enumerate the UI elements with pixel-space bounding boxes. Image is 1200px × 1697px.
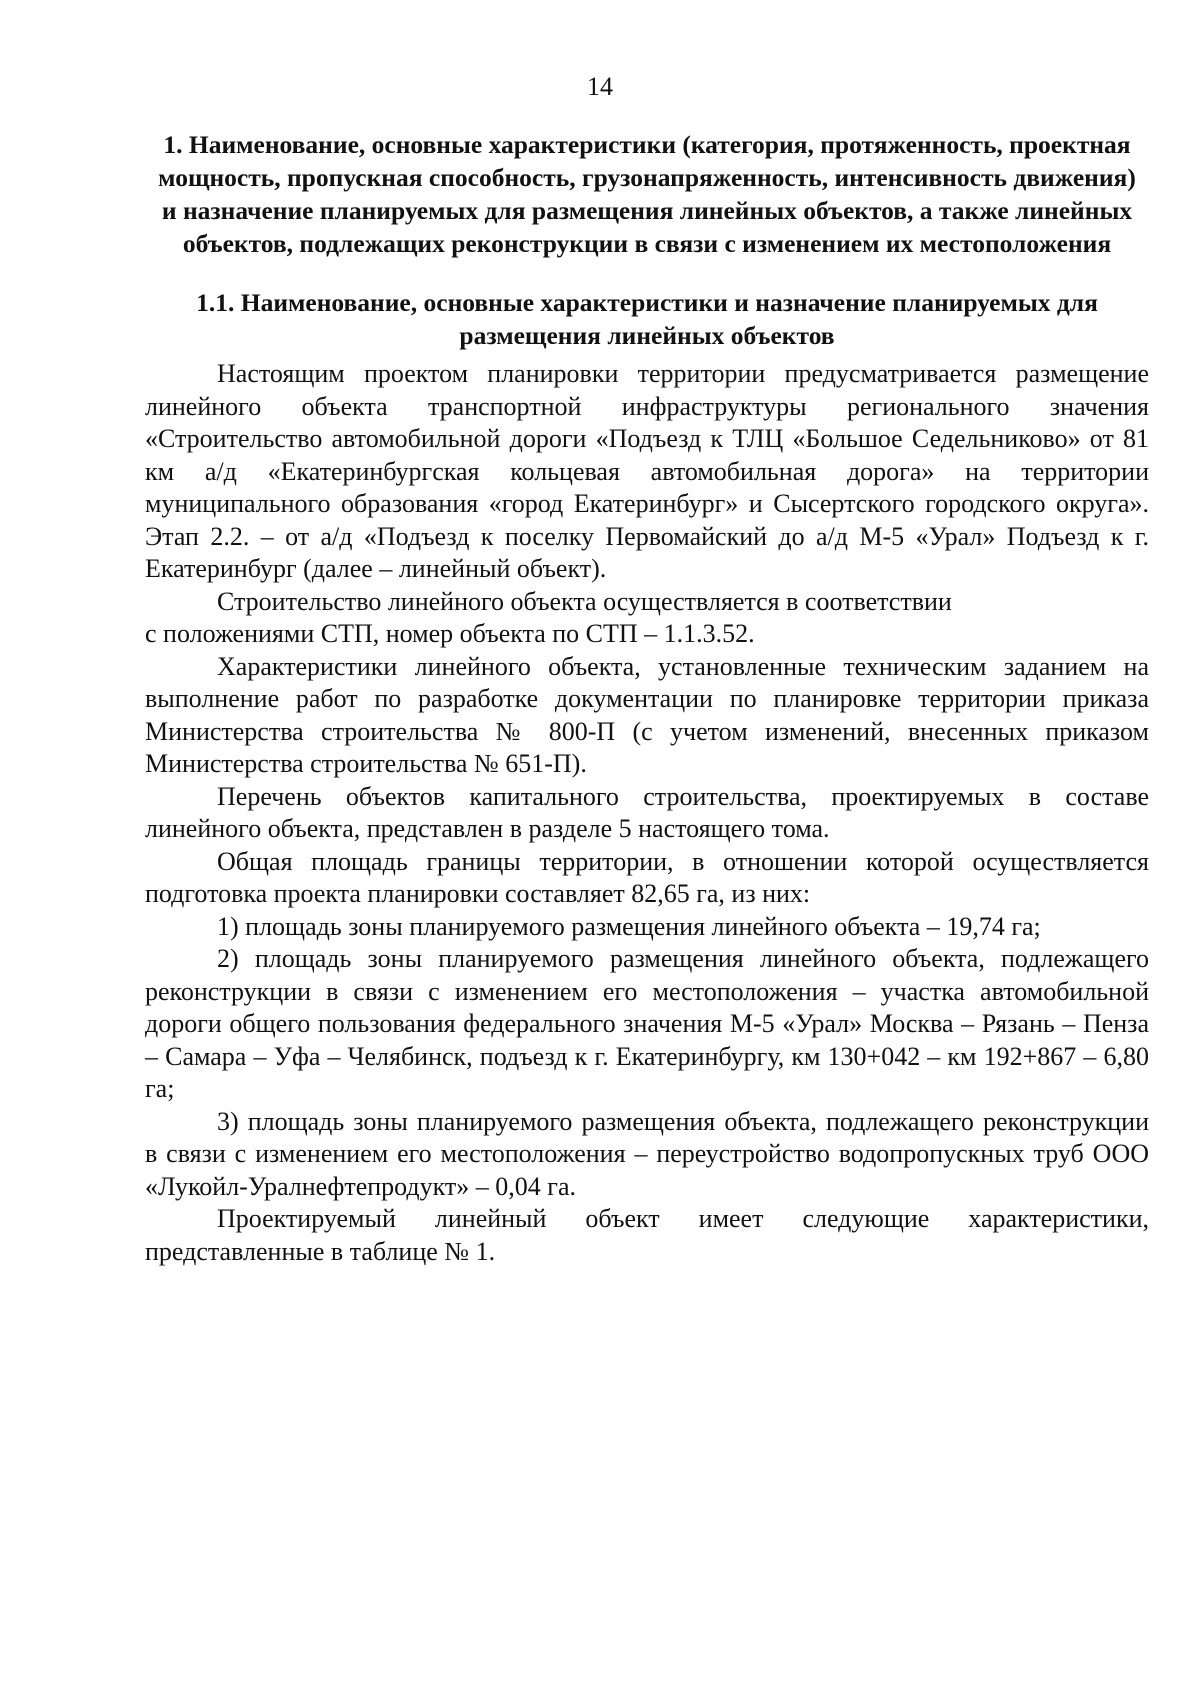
paragraph-total-area: Общая площадь границы территории, в отношении которой осуществляется подготовка проекта планировки составляет 82,65 га, из них:	[145, 846, 1149, 908]
list-item-1: 1) площадь зоны планируемого размещения линейного объекта – 19,74 га;	[217, 911, 1041, 941]
list-item-3: 3) площадь зоны планируемого размещения объекта, подлежащего реконструкции в связи с изменением его местоположения – переустройство водопропускных труб ООО «Лукойл-Уралнефтепродукт» – 0,04 га.	[145, 1106, 1149, 1201]
subsection-title: 1.1. Наименование, основные характеристики и назначение планируемых для размещения линейных объектов	[196, 288, 1098, 350]
section-title: 1. Наименование, основные характеристики (категория, протяженность, проектная мощность, пропускная способность, грузонапряженность, интенсивность движения) и назначение планируемых для размещения линейных объектов, а также линейных объектов, подлежащих реконструкции в связи с изменением их местоположения	[158, 130, 1136, 258]
paragraph-objects-list: Перечень объектов капитального строительства, проектируемых в составе линейного объекта, представлен в разделе 5 настоящего тома.	[145, 781, 1149, 843]
paragraph-characteristics: Характеристики линейного объекта, установленные техническим заданием на выполнение работ по разработке документации по планировке территории приказа Министерства строительства № 800-П (с учетом изменений, внесенных приказом Министерства строительства № 651-П).	[145, 651, 1149, 778]
paragraph-intro: Настоящим проектом планировки территории предусматривается размещение линейного объекта транспортной инфраструктуры регионального значения «Строительство автомобильной дороги «Подъезд к ТЛЦ «Большое Седельниково» от 81 км а/д «Екатеринбургская кольцевая автомобильная дорога» на территории муниципального образования «город Екатеринбург» и Сысертского городского округа». Этап 2.2. – от а/д «Подъезд к поселку Первомайский до а/д М-5 «Урал» Подъезд к г. Екатеринбург (далее – линейный объект).	[145, 359, 1149, 583]
page-content	[145, 128, 1149, 1268]
paragraph-construction: Строительство линейного объекта осуществляется в соответствии	[217, 586, 952, 616]
body-text	[145, 358, 1149, 1268]
paragraph-table-reference: Проектируемый линейный объект имеет следующие характеристики, представленные в таблице № 1.	[145, 1204, 1149, 1266]
paragraph-construction-continued: с положениями СТП, номер объекта по СТП – 1.1.3.52.	[145, 619, 755, 648]
page-number: 14	[587, 72, 613, 101]
list-item-2: 2) площадь зоны планируемого размещения линейного объекта, подлежащего реконструкции в связи с изменением его местоположения – участка автомобильной дороги общего пользования федерального значения М-5 «Урал» Москва – Рязань – Пенза – Самара – Уфа – Челябинск, подъезд к г. Екатеринбургу, км 130+042 – км 192+867 – 6,80 га;	[145, 944, 1149, 1103]
